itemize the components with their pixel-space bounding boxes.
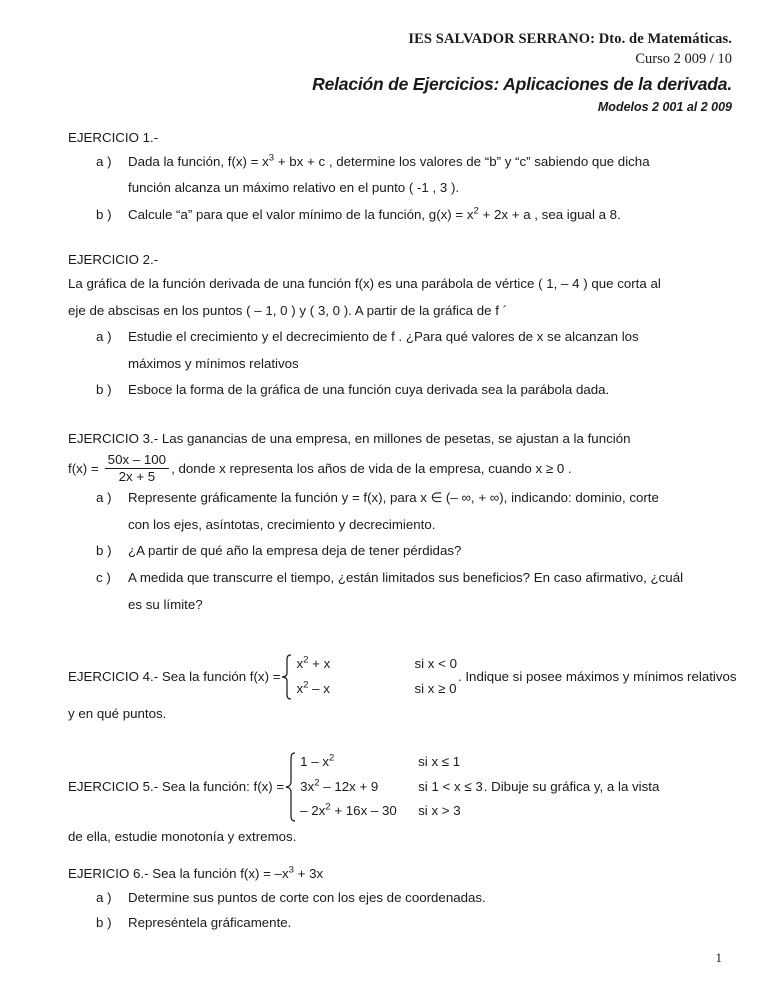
exercise-2-paragraph-line1: La gráfica de la función derivada de una función f(x) es una parábola de vértice ( 1, – 4 ) que corta al xyxy=(68,276,661,291)
ex4-tail: . Indique si posee máximos y mínimos relativos xyxy=(457,668,737,684)
list-item xyxy=(68,565,732,592)
header-course-year: Curso 2 009 / 10 xyxy=(635,51,732,68)
item-label-a: a ) xyxy=(96,329,112,345)
exercise-2-heading: EJERCICIO 2.- xyxy=(68,252,159,268)
exercise-5-line2: de ella, estudie monotonía y extremos. xyxy=(68,828,297,844)
exercise-6-heading xyxy=(68,862,732,886)
piecewise-case xyxy=(300,775,483,800)
case-condition: si x > 3 xyxy=(418,803,461,819)
exercise-3-items xyxy=(68,485,732,618)
case-expr-pre: 1 – x xyxy=(300,753,329,769)
left-brace-icon xyxy=(281,652,292,701)
ex1-a-text-pre: Dada la función, f(x) = x xyxy=(128,153,269,169)
exercise-5-formula-line xyxy=(68,750,732,824)
section-gap xyxy=(68,228,732,250)
exercise-2 xyxy=(68,250,732,404)
ex3-formula-lead: f(x) = xyxy=(68,460,99,476)
ex6-b-text: Represéntela gráficamente. xyxy=(128,914,292,930)
ex1-b-text-pre: Calcule “a” para que el valor mínimo de la función, g(x) = x xyxy=(128,206,474,222)
list-item xyxy=(68,377,732,404)
case-expression xyxy=(296,652,414,677)
item-label-b: b ) xyxy=(96,543,112,559)
case-expr-exponent: 2 xyxy=(314,777,320,789)
list-item-continuation xyxy=(68,512,732,539)
ex3-c-line2: es su límite? xyxy=(128,596,203,612)
document-body xyxy=(68,128,737,935)
case-expr-exponent: 2 xyxy=(303,654,309,666)
exercise-2-items xyxy=(68,324,732,404)
piecewise-case xyxy=(300,750,483,775)
section-gap xyxy=(68,404,732,426)
ex5-tail: . Dibuje su gráfica y, a la vista xyxy=(483,778,660,794)
piecewise-case xyxy=(296,652,457,677)
case-expr-post: + 16x – 30 xyxy=(330,803,397,819)
case-condition: si x ≤ 1 xyxy=(418,753,461,769)
ex2-b-text: Esboce la forma de la gráfica de una función cuya derivada sea la parábola dada. xyxy=(128,382,610,398)
item-label-b: b ) xyxy=(96,382,112,398)
ex4-lead: EJERCICIO 4.- Sea la función f(x) = xyxy=(68,668,281,684)
case-condition: si x ≥ 0 xyxy=(414,680,457,696)
piecewise-cases xyxy=(300,750,483,824)
list-item xyxy=(68,202,732,229)
ex3-a-line2: con los ejes, asíntotas, crecimiento y decrecimiento. xyxy=(128,516,436,532)
list-item-continuation xyxy=(68,592,732,619)
section-gap xyxy=(68,728,732,750)
ex6-heading-pre: EJERICIO 6.- Sea la función f(x) = –x xyxy=(68,866,289,882)
list-item xyxy=(68,538,732,565)
piecewise-case xyxy=(300,799,483,824)
ex3-c-line1: A medida que transcurre el tiempo, ¿están limitados sus beneficios? En caso afirmativo, ¿cuál xyxy=(128,570,684,586)
ex2-a-line1: Estudie el crecimiento y el decrecimiento de f . ¿Para qué valores de x se alcanzan los xyxy=(128,329,639,345)
case-expression xyxy=(296,677,414,702)
ex1-a-text-post: + bx + c , determine los valores de “b” y “c” sabiendo que dicha xyxy=(274,153,650,169)
ex6-a-text: Determine sus puntos de corte con los ejes de coordenadas. xyxy=(128,890,486,906)
ex1-b-text-post: + 2x + a , sea igual a 8. xyxy=(478,206,621,222)
list-item xyxy=(68,149,732,176)
header-school-name: IES SALVADOR SERRANO: Dto. de Matemáticas. xyxy=(408,31,732,47)
case-expr-exponent: 2 xyxy=(325,801,331,813)
case-expr-exponent: 2 xyxy=(303,679,309,691)
case-expr-post: – x xyxy=(308,680,330,696)
exercise-3-heading: EJERCICIO 3.- Las ganancias de una empresa, en millones de pesetas, se ajustan a la función xyxy=(68,430,631,446)
fraction-denominator: 2x + 5 xyxy=(105,468,169,485)
exercise-1-items xyxy=(68,149,732,229)
section-gap xyxy=(68,850,732,862)
fraction xyxy=(105,452,169,484)
list-item-continuation xyxy=(68,351,732,378)
page-number: 1 xyxy=(715,950,722,965)
exercise-5 xyxy=(68,750,732,850)
list-item xyxy=(68,485,732,512)
page-title: Relación de Ejercicios: Aplicaciones de la derivada. xyxy=(312,74,732,95)
item-content xyxy=(128,202,732,229)
header-models: Modelos 2 001 al 2 009 xyxy=(597,100,732,115)
case-condition: si 1 < x ≤ 3 xyxy=(418,778,483,794)
case-expression xyxy=(300,750,418,775)
ex5-lead: EJERCICIO 5.- Sea la función: f(x) = xyxy=(68,778,285,794)
exercise-1 xyxy=(68,128,732,228)
ex6-heading-post: + 3x xyxy=(293,866,324,882)
list-item-continuation xyxy=(68,175,732,202)
case-expr-exponent: 2 xyxy=(328,752,335,764)
ex2-a-line2: máximos y mínimos relativos xyxy=(128,355,299,371)
case-expr-pre: – 2x xyxy=(300,803,326,819)
piecewise-function xyxy=(285,750,483,824)
item-label-a: a ) xyxy=(96,153,112,169)
piecewise-case xyxy=(296,677,457,702)
exercise-4 xyxy=(68,652,737,728)
item-label-a: a ) xyxy=(96,890,112,906)
exercise-1-heading: EJERCICIO 1.- xyxy=(68,130,159,145)
case-expression xyxy=(300,775,418,800)
case-expr-pre: 3x xyxy=(300,778,315,794)
item-content xyxy=(128,149,732,176)
case-expr-post: – 12x + 9 xyxy=(319,778,379,794)
case-expr-pre: x xyxy=(296,680,304,696)
exercise-4-formula-line xyxy=(68,652,737,701)
fraction-numerator: 50x – 100 xyxy=(107,451,167,467)
ex3-b-text: ¿A partir de qué año la empresa deja de tener pérdidas? xyxy=(128,543,462,559)
case-expression xyxy=(300,799,418,824)
exercise-4-line2: y en qué puntos. xyxy=(68,706,167,722)
document-header xyxy=(312,30,732,116)
ex3-a-line1: Represente gráficamente la función y = f(x), para x ∈ (– ∞, + ∞), indicando: dominio, corte xyxy=(128,490,659,506)
ex1-a-exponent: 3 xyxy=(268,152,275,164)
exercise-6 xyxy=(68,862,732,935)
list-item xyxy=(68,911,732,936)
case-expr-post: + x xyxy=(308,656,331,672)
item-label-b: b ) xyxy=(96,206,112,222)
exercise-3-formula-line xyxy=(68,453,732,486)
exercise-2-paragraph-line2: eje de abscisas en los puntos ( – 1, 0 ) y ( 3, 0 ). A partir de la gráfica de f ´ xyxy=(68,302,508,318)
item-label-c: c ) xyxy=(96,570,111,586)
ex1-a-line2: función alcanza un máximo relativo en el punto ( -1 , 3 ). xyxy=(128,180,460,196)
list-item xyxy=(68,324,732,351)
exercise-6-items xyxy=(68,886,732,935)
exercise-3 xyxy=(68,426,732,618)
left-brace-icon xyxy=(285,750,296,824)
list-item xyxy=(68,886,732,911)
piecewise-function xyxy=(281,652,457,701)
ex3-formula-tail: , donde x representa los años de vida de la empresa, cuando x ≥ 0 . xyxy=(171,460,572,476)
ex6-heading-exponent: 3 xyxy=(288,864,294,876)
item-label-b: b ) xyxy=(96,914,112,930)
case-expr-pre: x xyxy=(296,656,304,672)
ex1-b-exponent: 2 xyxy=(473,205,479,217)
piecewise-cases xyxy=(296,652,457,701)
item-label-a: a ) xyxy=(96,490,112,506)
case-condition: si x < 0 xyxy=(414,656,457,672)
section-gap xyxy=(68,618,732,652)
